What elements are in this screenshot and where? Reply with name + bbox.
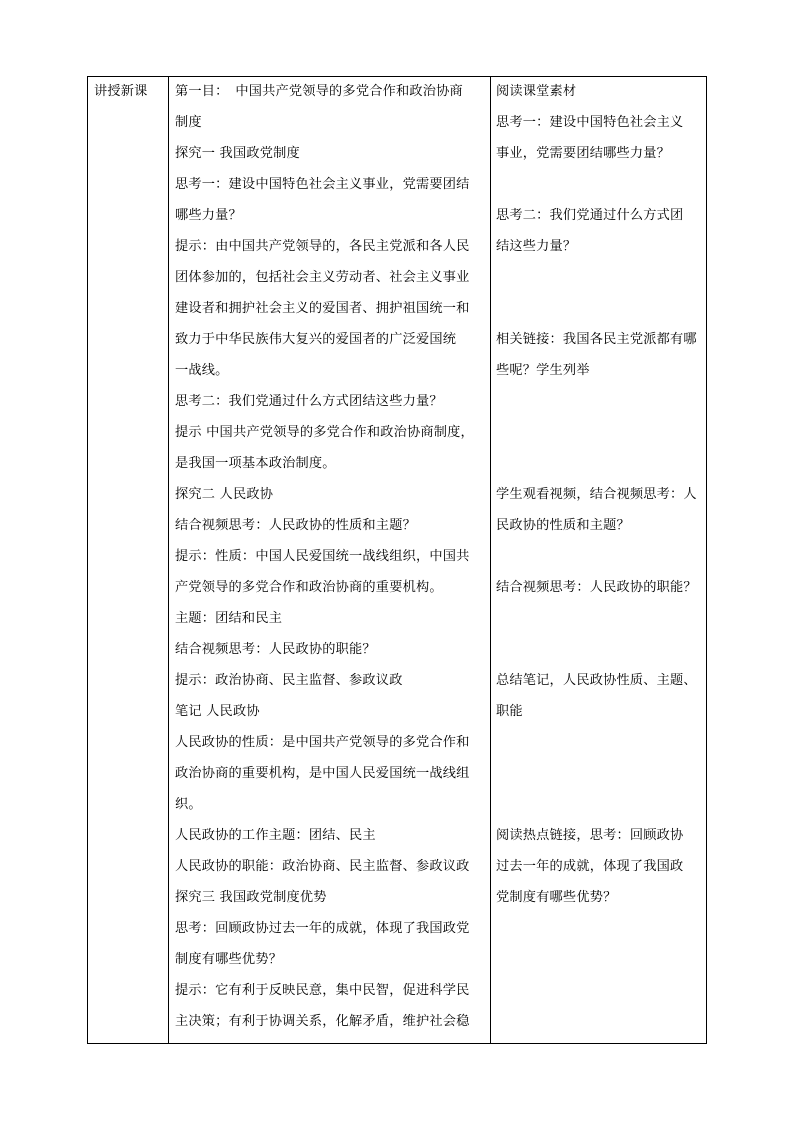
content-line: 一战线。 <box>175 363 229 378</box>
activity-line: 过去一年的成就，体现了我国政 <box>496 859 684 874</box>
activity-line: 结合视频思考：人民政协的职能？ <box>496 580 697 595</box>
activity-column <box>491 77 706 1043</box>
content-line: 提示 中国共产党领导的多党合作和政治协商制度， <box>175 425 474 440</box>
content-line: 主题：团结和民主 <box>175 611 283 626</box>
content-line: 探究三 我国政党制度优势 <box>175 890 327 905</box>
content-line: 提示：政治协商、民主监督、参政议政 <box>175 673 403 688</box>
content-line: 思考：回顾政协过去一年的成就，体现了我国政党 <box>175 921 470 936</box>
content-line: 是我国一项基本政治制度。 <box>175 456 336 471</box>
activity-line: 些呢？学生列举 <box>496 363 590 378</box>
content-line: 人民政协的职能：政治协商、民主监督、参政议政 <box>175 859 470 874</box>
activity-line: 学生观看视频，结合视频思考：人 <box>496 487 697 502</box>
activity-line: 思考二：我们党通过什么方式团 <box>496 208 684 223</box>
content-line: 探究一 我国政党制度 <box>175 146 300 161</box>
content-line: 团体参加的，包括社会主义劳动者、社会主义事业 <box>175 270 470 285</box>
content-line: 哪些力量？ <box>175 208 242 223</box>
content-line: 笔记 人民政协 <box>175 704 260 719</box>
content-line: 探究二 人民政协 <box>175 487 274 502</box>
activity-line: 民政协的性质和主题？ <box>496 518 630 533</box>
content-line: 人民政协的性质：是中国共产党领导的多党合作和 <box>175 735 470 750</box>
content-line: 建设者和拥护社会主义的爱国者、拥护祖国统一和 <box>175 301 470 316</box>
content-line: 结合视频思考：人民政协的性质和主题？ <box>175 518 416 533</box>
content-line: 政治协商的重要机构，是中国人民爱国统一战线组 <box>175 766 470 781</box>
content-column <box>169 77 491 1043</box>
activity-line: 阅读课堂素材 <box>496 84 577 99</box>
activity-line: 思考一：建设中国特色社会主义 <box>496 115 684 130</box>
content-line: 织。 <box>175 797 202 812</box>
content-line: 产党领导的多党合作和政治协商的重要机构。 <box>175 580 443 595</box>
activity-line: 相关链接：我国各民主党派都有哪 <box>496 332 697 347</box>
content-line: 思考二：我们党通过什么方式团结这些力量？ <box>175 394 443 409</box>
content-line: 提示：它有利于反映民意，集中民智，促进科学民 <box>175 983 470 998</box>
activity-line: 总结笔记，人民政协性质、主题、 <box>496 673 697 688</box>
activity-line: 职能 <box>496 704 523 719</box>
stage-column <box>88 77 169 1043</box>
content-line: 致力于中华民族伟大复兴的爱国者的广泛爱国统 <box>175 332 457 347</box>
content-line: 提示：性质：中国人民爱国统一战线组织，中国共 <box>175 549 470 564</box>
activity-line: 阅读热点链接，思考：回顾政协 <box>496 828 684 843</box>
activity-line: 事业，党需要团结哪些力量？ <box>496 146 671 161</box>
lesson-plan-table <box>87 76 707 1044</box>
content-line: 人民政协的工作主题：团结、民主 <box>175 828 376 843</box>
content-line: 结合视频思考：人民政协的职能？ <box>175 642 376 657</box>
content-line: 第一目： 中国共产党领导的多党合作和政治协商 <box>175 84 463 99</box>
content-line: 制度 <box>175 115 202 130</box>
activity-line: 结这些力量？ <box>496 239 577 254</box>
content-line: 主决策；有利于协调关系，化解矛盾，维护社会稳 <box>175 1014 470 1029</box>
content-line: 提示：由中国共产党领导的，各民主党派和各人民 <box>175 239 470 254</box>
stage-label: 讲授新课 <box>94 84 148 99</box>
content-line: 制度有哪些优势？ <box>175 952 283 967</box>
content-line: 思考一：建设中国特色社会主义事业，党需要团结 <box>175 177 470 192</box>
activity-line: 党制度有哪些优势？ <box>496 890 617 905</box>
